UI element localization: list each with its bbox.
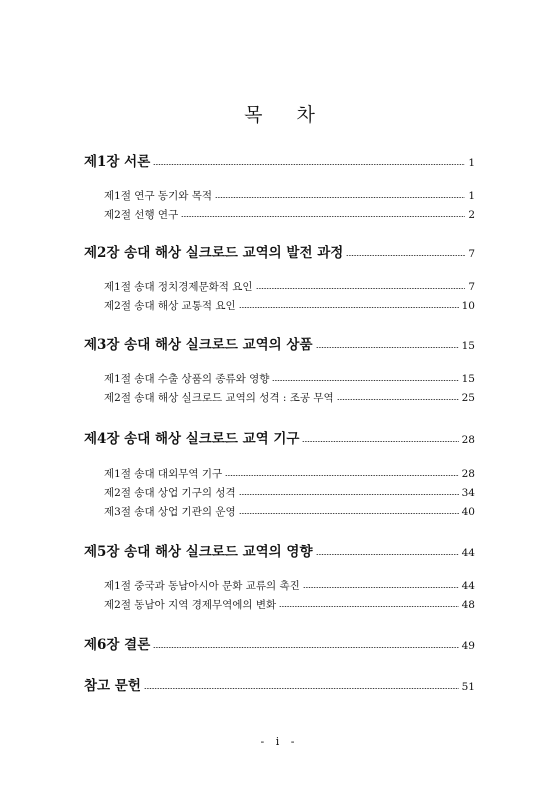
dot-leader	[272, 380, 458, 381]
toc-entry-page-number: 40	[461, 506, 475, 518]
toc-section-entry[interactable]	[104, 578, 475, 593]
dot-leader	[239, 494, 459, 495]
toc-entry-label: 제2절 동남아 지역 경제무역에의 변화	[104, 599, 277, 611]
toc-chapter-entry[interactable]	[84, 674, 475, 694]
toc-entry-page-number: 51	[461, 681, 475, 693]
toc-entry-label: 제2절 선행 연구	[104, 209, 179, 221]
toc-entry-page-number: 10	[461, 300, 475, 312]
toc-entry-label: 제1절 중국과 동남아시아 문화 교류의 촉진	[104, 580, 300, 592]
dot-leader	[303, 587, 459, 588]
page-number-footer: - i -	[260, 735, 299, 748]
toc-entry-label: 제5장 송대 해상 실크로드 교역의 영향	[84, 544, 313, 560]
toc-entry-label: 제2절 송대 상업 기구의 성격	[104, 487, 236, 499]
dot-leader	[337, 399, 459, 400]
dot-leader	[153, 647, 458, 648]
dot-leader	[302, 441, 458, 442]
toc-entry-label: 제1장 서론	[84, 154, 151, 170]
toc-entry-label: 제1절 연구 동기와 목적	[104, 190, 212, 202]
toc-entry-label: 제6장 결론	[84, 637, 151, 653]
toc-entry-page-number: 48	[461, 599, 475, 611]
toc-chapter-entry[interactable]	[84, 333, 475, 353]
toc-entry-page-number: 15	[461, 340, 475, 352]
toc-entry-page-number: 28	[461, 434, 475, 446]
toc-entry-page-number: 28	[461, 468, 475, 480]
toc-chapter-entry[interactable]	[84, 633, 475, 653]
toc-section-entry[interactable]	[104, 188, 475, 203]
dot-leader	[181, 216, 465, 217]
toc-section-entry[interactable]	[104, 597, 475, 612]
dot-leader	[239, 513, 459, 514]
dot-leader	[225, 475, 459, 476]
page-title: 목 차	[244, 104, 329, 126]
toc-entry-label: 제2절 송대 해상 교통적 요인	[104, 300, 236, 312]
dot-leader	[256, 288, 466, 289]
toc-chapter-entry[interactable]	[84, 427, 475, 447]
toc-section-entry[interactable]	[104, 466, 475, 481]
toc-entry-page-number: 49	[461, 640, 475, 652]
toc-chapter-entry[interactable]	[84, 540, 475, 560]
toc-entry-page-number: 1	[468, 190, 475, 202]
toc-entry-label: 제3장 송대 해상 실크로드 교역의 상품	[84, 337, 313, 353]
toc-section-entry[interactable]	[104, 504, 475, 519]
toc-chapter-entry[interactable]	[84, 241, 475, 261]
toc-chapter-entry[interactable]	[84, 150, 475, 170]
toc-section-entry[interactable]	[104, 298, 475, 313]
toc-entry-label: 제1절 송대 수출 상품의 종류와 영향	[104, 373, 270, 385]
toc-entry-page-number: 25	[461, 392, 475, 404]
dot-leader	[346, 255, 465, 256]
toc-section-entry[interactable]	[104, 371, 475, 386]
toc-entry-label: 제4장 송대 해상 실크로드 교역 기구	[84, 431, 300, 447]
dot-leader	[153, 164, 465, 165]
toc-entry-page-number: 1	[468, 157, 475, 169]
toc-entry-page-number: 7	[468, 248, 475, 260]
toc-entry-label: 제3절 송대 상업 기관의 운영	[104, 506, 236, 518]
toc-entry-page-number: 44	[461, 547, 475, 559]
toc-entry-page-number: 2	[468, 209, 475, 221]
dot-leader	[316, 347, 459, 348]
toc-section-entry[interactable]	[104, 207, 475, 222]
toc-entry-page-number: 7	[468, 281, 475, 293]
toc-entry-label: 참고 문헌	[84, 678, 141, 694]
dot-leader	[215, 197, 465, 198]
toc-entry-label: 제1절 송대 대외무역 기구	[104, 468, 223, 480]
toc-entry-label: 제2장 송대 해상 실크로드 교역의 발전 과정	[84, 245, 344, 261]
toc-entry-page-number: 15	[461, 373, 475, 385]
toc-section-entry[interactable]	[104, 390, 475, 405]
dot-leader	[316, 554, 459, 555]
toc-section-entry[interactable]	[104, 485, 475, 500]
dot-leader	[144, 688, 459, 689]
toc-entry-page-number: 34	[461, 487, 475, 499]
dot-leader	[239, 307, 459, 308]
toc-entry-label: 제2절 송대 해상 실크로드 교역의 성격 : 조공 무역	[104, 392, 334, 404]
dot-leader	[279, 606, 458, 607]
toc-section-entry[interactable]	[104, 279, 475, 294]
toc-entry-label: 제1절 송대 정치경제문화적 요인	[104, 281, 253, 293]
toc-entry-page-number: 44	[461, 580, 475, 592]
